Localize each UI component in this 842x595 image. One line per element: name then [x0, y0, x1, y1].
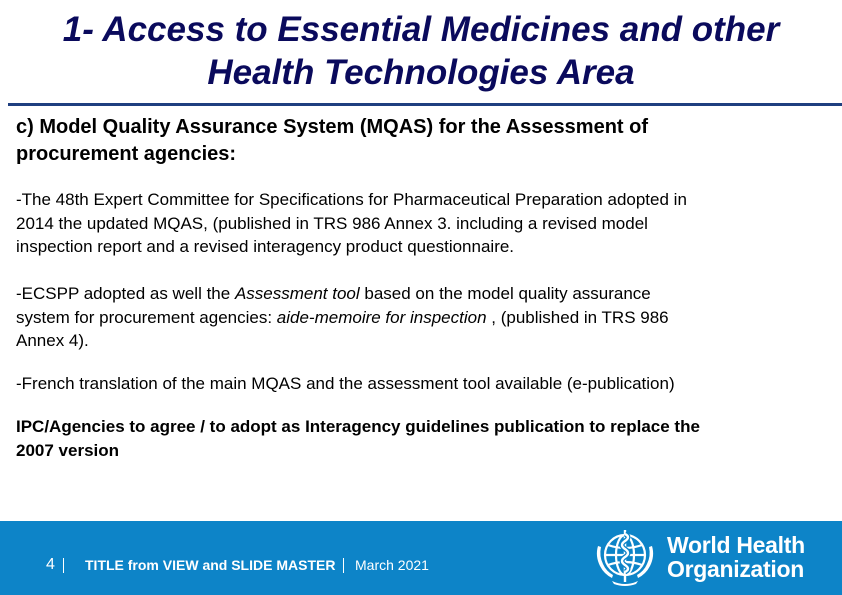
text-run: , (published in TRS 986 — [486, 307, 669, 327]
who-wordmark — [667, 533, 805, 581]
paragraph-line: IPC/Agencies to agree / to adopt as Interagency guidelines publication to replace the — [16, 417, 700, 436]
paragraph-line: -The 48th Expert Committee for Specifications for Pharmaceutical Preparation adopted in — [16, 190, 687, 209]
paragraph-line: 2007 version — [16, 440, 120, 460]
paragraph-line: 2014 the updated MQAS, (published in TRS 986 Annex 3. including a revised model — [16, 213, 648, 233]
who-logo — [590, 524, 830, 592]
slide-title-line1: 1- Access to Essential Medicines and other — [62, 10, 780, 49]
who-emblem-icon — [590, 524, 660, 592]
paragraph-ecspp — [16, 282, 821, 353]
who-wordmark-line1: World Health — [667, 532, 805, 558]
paragraph-line: Annex 4). — [16, 331, 89, 350]
paragraph-line — [16, 306, 821, 330]
footer-divider — [343, 558, 344, 573]
title-divider — [8, 103, 842, 106]
slide-title-line2: Health Technologies Area — [207, 53, 635, 92]
text-run: -ECSPP adopted as well the — [16, 284, 235, 303]
aide-memoire-emphasis: aide-memoire for inspection — [276, 307, 487, 327]
paragraph-french-translation — [16, 372, 821, 396]
footer-divider — [63, 558, 64, 573]
slide-subtitle — [16, 114, 826, 168]
footer-date: March 2021 — [355, 557, 429, 573]
paragraph-48th-committee — [16, 188, 821, 259]
who-wordmark-line2: Organization — [667, 556, 804, 582]
slide-footer — [0, 521, 842, 595]
paragraph-ipc-agencies — [16, 415, 821, 462]
footer-slide-title: TITLE from VIEW and SLIDE MASTER — [85, 557, 336, 573]
subtitle-line2: procurement agencies: — [16, 143, 237, 165]
paragraph-line: -French translation of the main MQAS and the assessment tool available (e-publication) — [16, 374, 675, 393]
assessment-tool-emphasis: Assessment tool — [234, 284, 360, 303]
slide-title — [0, 8, 842, 94]
paragraph-line — [16, 282, 821, 306]
paragraph-line: inspection report and a revised interagency product questionnaire. — [16, 237, 515, 256]
subtitle-line1: c) Model Quality Assurance System (MQAS) for the Assessment of — [16, 116, 649, 138]
text-run: system for procurement agencies: — [16, 307, 277, 327]
text-run: based on the model quality assurance — [359, 284, 651, 303]
page-number: 4 — [46, 556, 55, 573]
